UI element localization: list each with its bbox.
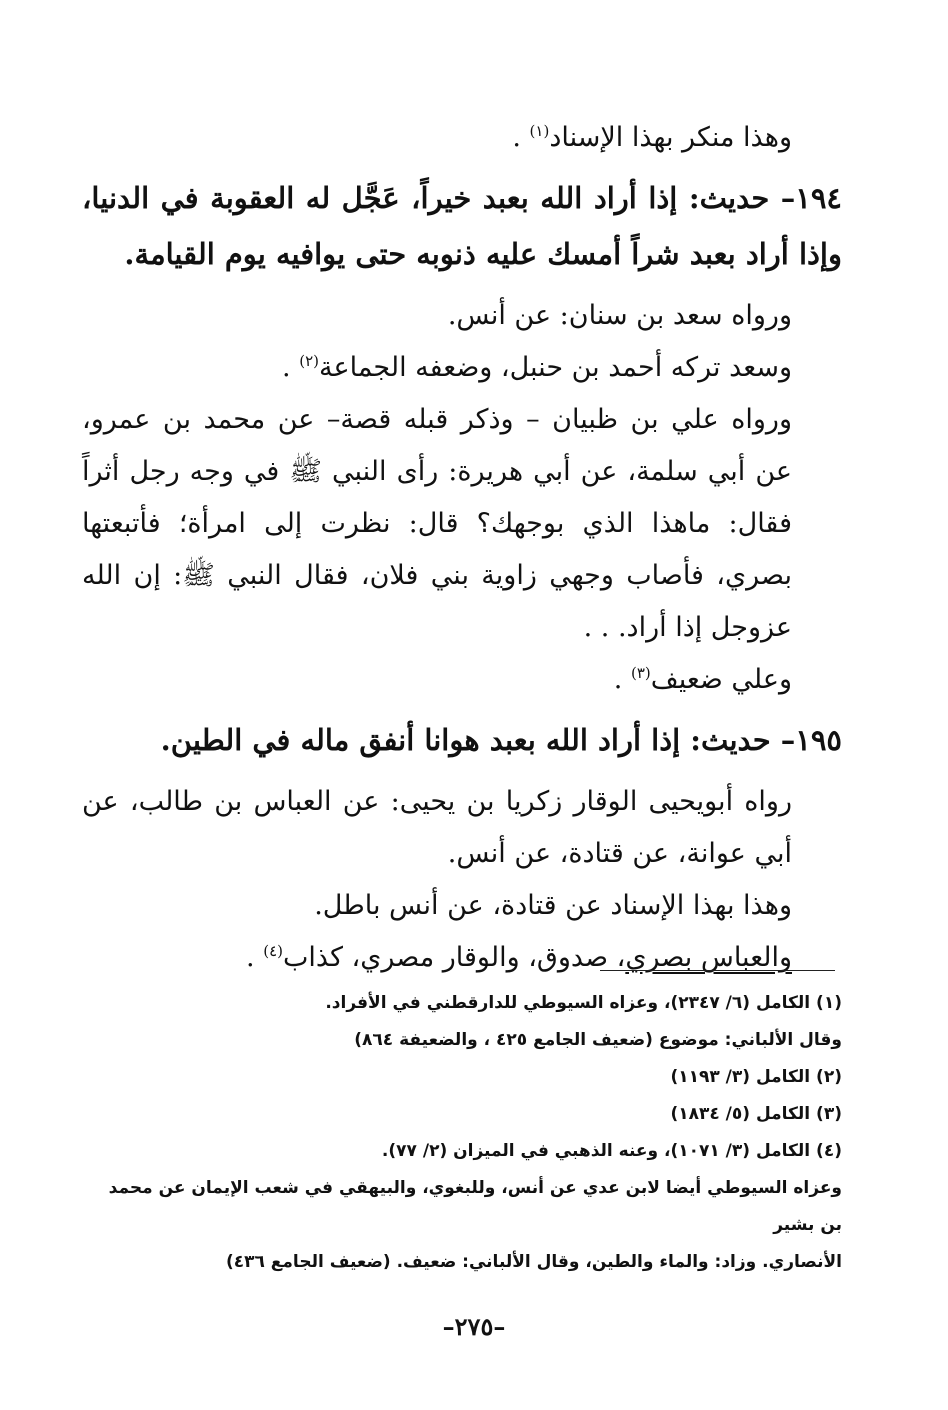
intro-line bbox=[82, 112, 842, 164]
footnote-line: (٣) الكامل (٥/ ١٨٣٤) bbox=[670, 1104, 842, 1124]
footnote-line: وعزاه السيوطي أيضا لابن عدي عن أنس، وللبغوي، والبيهقي في شعب الإيمان عن محمد بن بشير bbox=[108, 1178, 842, 1235]
paragraph-4 bbox=[82, 654, 842, 706]
underlined-phrase: والعباس بصري bbox=[625, 942, 792, 973]
period: . bbox=[246, 942, 255, 973]
period: . bbox=[282, 352, 291, 383]
footnote-ref-4: (٤) bbox=[263, 942, 284, 960]
paragraph-1: ورواه سعد بن سنان: عن أنس. bbox=[447, 300, 792, 331]
hadith-194: ١٩٤– حديث: إذا أراد الله بعبد خيراً، عَجَّل له العقوبة في الدنيا، وإذا أراد بعبد شراً أمسك عليه ذنوبه حتى يوافيه يوم القيامة. bbox=[82, 181, 842, 271]
period: . bbox=[512, 122, 521, 153]
period: . bbox=[613, 664, 623, 695]
paragraph-4-text: وعلي ضعيف bbox=[650, 664, 792, 695]
footnote-line: (١) الكامل (٦/ ٢٣٤٧)، وعزاه السيوطي للدارقطني في الأفراد. bbox=[325, 993, 842, 1013]
page-number: –٢٧٥– bbox=[442, 1312, 506, 1341]
paragraph-3: ورواه علي بن ظبيان – وذكر قبله قصة– عن محمد بن عمرو، عن أبي سلمة، عن أبي هريرة: رأى النبي ﷺ في وجه رجل أثراً فقال: ماهذا الذي بوجهك؟ قال: نظرت إلى امرأة؛ فأتبعتها بصري، فأصاب وجهي زاوية بني فلان، فقال النبي ﷺ: إن الله عزوجل إذا أراد. . . bbox=[82, 404, 792, 643]
paragraph-6: وهذا بهذا الإسناد عن قتادة، عن أنس باطل. bbox=[314, 890, 792, 921]
footnote-line: (٢) الكامل (٣/ ١١٩٣) bbox=[670, 1067, 842, 1087]
footnote-line: الأنصاري. وزاد: والماء والطين، وقال الألباني: ضعيف. (ضعيف الجامع ٤٣٦) bbox=[225, 1252, 842, 1272]
paragraph-7 bbox=[82, 932, 842, 984]
intro-text: وهذا منكر بهذا الإسناد bbox=[549, 122, 792, 153]
footnote-ref-3: (٣) bbox=[630, 664, 651, 682]
footnote-line: وقال الألباني: موضوع (ضعيف الجامع ٤٢٥ ، والضعيفة ٨٦٤) bbox=[354, 1030, 842, 1050]
paragraph-2 bbox=[82, 342, 842, 394]
hadith-195: ١٩٥– حديث: إذا أراد الله بعبد هوانا أنفق ماله في الطين. bbox=[160, 723, 842, 757]
footnote-ref-2: (٢) bbox=[299, 352, 319, 370]
footnote-divider bbox=[600, 970, 835, 971]
paragraph-7-text: ، صدوق، والوقار مصري، كذاب bbox=[283, 942, 626, 973]
footnote-ref-1: (١) bbox=[529, 122, 550, 140]
paragraph-5: رواه أبويحيى الوقار زكريا بن يحيى: عن العباس بن طالب، عن أبي عوانة، عن قتادة، عن أنس. bbox=[82, 786, 792, 869]
page-body bbox=[82, 112, 842, 984]
footnotes bbox=[82, 985, 842, 1281]
footnote-line: (٤) الكامل (٣/ ١٠٧١)، وعنه الذهبي في الميزان (٢/ ٧٧). bbox=[381, 1141, 842, 1161]
paragraph-2-text: وسعد تركه أحمد بن حنبل، وضعفه الجماعة bbox=[319, 352, 792, 383]
